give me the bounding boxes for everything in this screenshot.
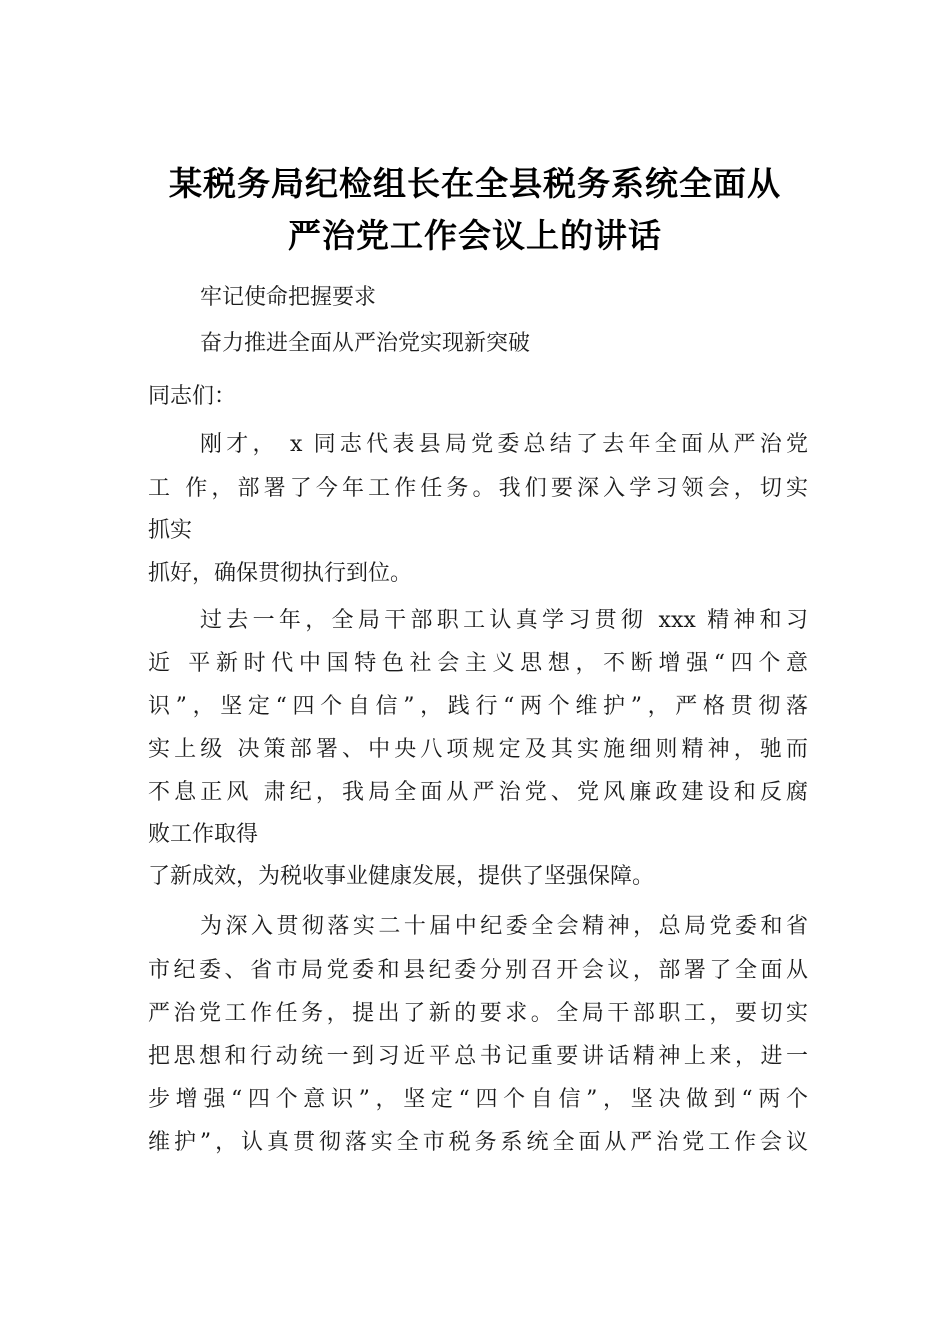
document-title-line-2: 严治党工作会议上的讲话 [288,216,662,255]
paragraph-2-line-6: 败工作取得 [148,822,259,847]
paragraph-3-line-5: 步增强“四个意识”，坚定“四个自信”，坚决做到“两个 [148,1087,808,1112]
paragraph-1-line-1: 刚才， x 同志代表县局党委总结了去年全面从严治党 [200,432,808,457]
paragraph-2-line-3: 识”，坚定“四个自信”，践行“两个维护”，严格贯彻落 [148,694,808,719]
document-title-line-1: 某税务局纪检组长在全县税务系统全面从 [169,164,781,203]
paragraph-3-line-3: 严治党工作任务，提出了新的要求。全局干部职工，要切实 [148,1001,808,1026]
subtitle-line-1: 牢记使命把握要求 [200,285,377,310]
paragraph-2-line-2: 近 平新时代中国特色社会主义思想，不断增强“四个意 [148,651,808,676]
paragraph-1-line-2: 工 作，部署了今年工作任务。我们要深入学习领会，切实 [148,476,808,501]
paragraph-2-line-1: 过去一年，全局干部职工认真学习贯彻 xxx 精神和习 [200,608,808,633]
paragraph-3-line-1: 为深入贯彻落实二十届中纪委全会精神，总局党委和省 [200,914,808,939]
paragraph-2-line-4: 实上级 决策部署、中央八项规定及其实施细则精神，驰而 [148,737,808,762]
paragraph-1-line-3: 抓实 [148,518,193,543]
paragraph-3-line-6: 维护”，认真贯彻落实全市税务系统全面从严治党工作会议 [148,1130,808,1155]
subtitle-line-2: 奋力推进全面从严治党实现新突破 [200,331,531,356]
paragraph-2-line-7: 了新成效，为税收事业健康发展，提供了坚强保障。 [148,864,655,889]
salutation: 同志们： [148,384,237,409]
paragraph-3-line-4: 把思想和行动统一到习近平总书记重要讲话精神上来，进一 [148,1044,808,1069]
paragraph-3-line-2: 市纪委、省市局党委和县纪委分别召开会议，部署了全面从 [148,958,808,983]
paragraph-1-line-4: 抓好，确保贯彻执行到位。 [148,561,413,586]
paragraph-2-line-5: 不息正风 肃纪，我局全面从严治党、党风廉政建设和反腐 [148,780,808,805]
